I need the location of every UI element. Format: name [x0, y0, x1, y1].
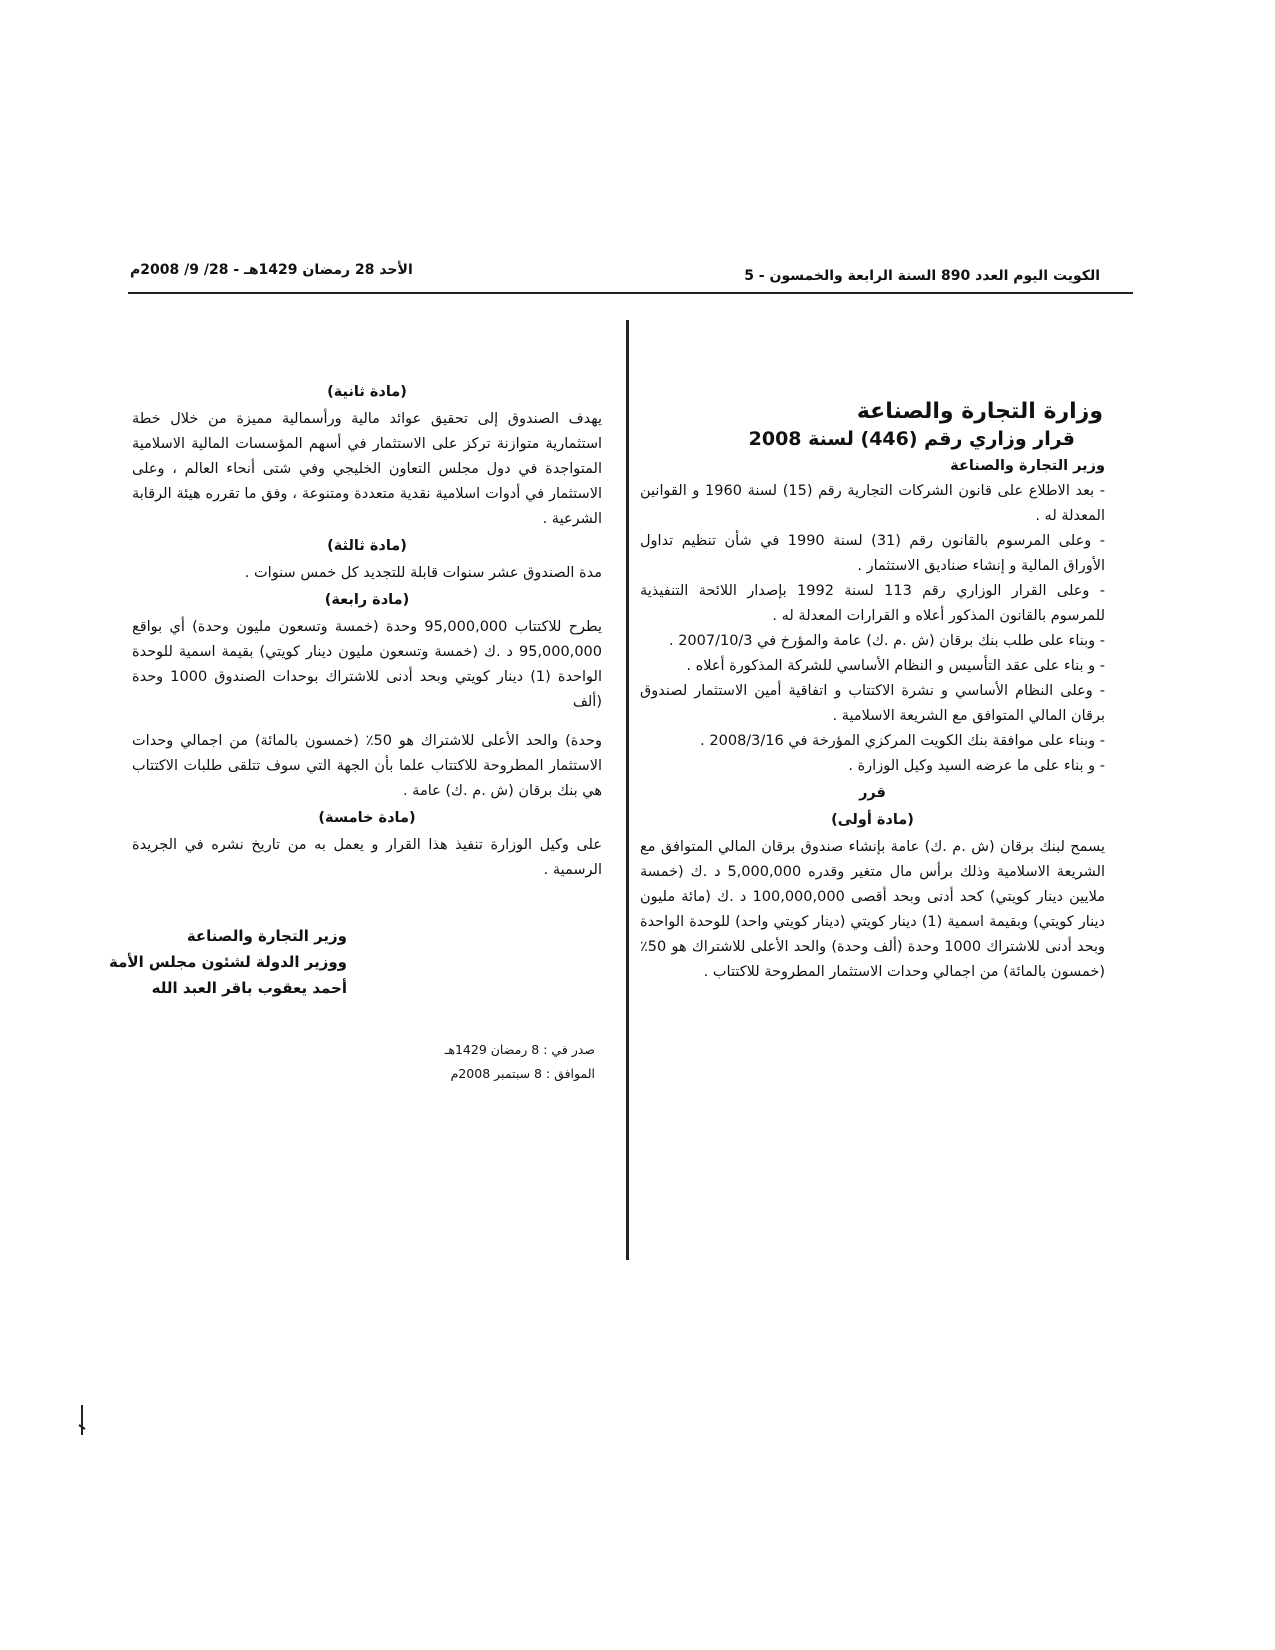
article-3-heading: (مادة ثالثة)	[327, 538, 407, 554]
preamble-item: - وعلى القرار الوزاري رقم 113 لسنة 1992 بإصدار اللائحة التنفيذية للمرسوم بالقانون المذكور أعلاه و القرارات المعدلة له .	[640, 583, 1105, 624]
signature-line-1: وزير التجارة والصناعة	[186, 927, 347, 945]
preamble-item: - وعلى النظام الأساسي و نشرة الاكتتاب و اتفاقية أمين الاستثمار لصندوق برقان المالي المتوافق مع الشريعة الاسلامية .	[640, 683, 1105, 724]
issued-gregorian: الموافق : 8 سبتمبر 2008م	[450, 1066, 595, 1081]
header-issue-info: الكويت اليوم العدد 890 السنة الرابعة والخمسون - 5	[744, 268, 1100, 284]
preamble-item: - و بناء على ما عرضه السيد وكيل الوزارة .	[848, 758, 1105, 774]
right-column	[640, 398, 1105, 985]
signature-block	[109, 923, 347, 1001]
header-rule	[128, 292, 1133, 294]
preamble-item: - وبناء على موافقة بنك الكويت المركزي المؤرخة في 2008/3/16 .	[700, 733, 1105, 749]
preamble-item: - وعلى المرسوم بالقانون رقم (31) لسنة 1990 في شأن تنظيم تداول الأوراق المالية و إنشاء صناديق الاستثمار .	[640, 533, 1105, 574]
minister-line: وزير التجارة والصناعة	[950, 458, 1105, 474]
preamble-item: - بعد الاطلاع على قانون الشركات التجارية رقم (15) لسنة 1960 و القوانين المعدلة له .	[640, 483, 1105, 524]
article-4-heading: (مادة رابعة)	[324, 592, 410, 608]
signature-name: أحمد يعقوب باقر العبد الله	[151, 979, 347, 997]
ministry-title: وزارة التجارة والصناعة	[856, 399, 1103, 424]
article-2-heading: (مادة ثانية)	[327, 384, 407, 400]
issued-hijri: صدر في : 8 رمضان 1429هـ	[444, 1042, 595, 1057]
header-date: الأحد 28 رمضان 1429هـ - 28/ 9/ 2008م	[130, 262, 413, 278]
left-column	[109, 378, 602, 1001]
article-4-text-part1: يطرح للاكتتاب 95,000,000 وحدة (خمسة وتسعون مليون وحدة) أي بواقع 95,000,000 د .ك (خمسة وتسعون مليون دينار كويتي) بقيمة اسمية للوحدة الواحدة (1) دينار كويتي وبحد أدنى للاشتراك بوحدات الصندوق 1000 وحدة (ألف	[132, 619, 602, 710]
article-4-text-part2: وحدة) والحد الأعلى للاشتراك هو 50٪ (خمسون بالمائة) من اجمالي وحدات الاستثمار المطروحة للاكتتاب علما بأن الجهة التي سوف تتلقى طلبات الاكتتاب هي بنك برقان (ش .م .ك) عامة .	[132, 733, 602, 799]
decree-title: قرار وزاري رقم (446) لسنة 2008	[748, 428, 1075, 450]
article-1-heading: (مادة أولى)	[831, 812, 914, 828]
article-1-text: يسمح لبنك برقان (ش .م .ك) عامة بإنشاء صندوق برقان المالي المتوافق مع الشريعة الاسلامية وذلك برأس مال متغير وقدره 5,000,000 د .ك (خمسة ملايين دينار كويتي) كحد أدنى وبحد أقصى 100,000,000 د .ك (مائة مليون دينار كويتي) وبقيمة اسمية (1) دينار كويتي (دينار كويتي واحد) للوحدة الواحدة وبحد أدنى للاشتراك 1000 وحدة (ألف وحدة) والحد الأعلى للاشتراك هو 50٪ (خمسون بالمائة) من اجمالي وحدات الاستثمار المطروحة للاكتتاب .	[640, 839, 1106, 980]
article-3-text: مدة الصندوق عشر سنوات قابلة للتجديد كل خمس سنوات .	[244, 565, 602, 581]
issued-date-block	[430, 1038, 595, 1086]
article-2-text: يهدف الصندوق إلى تحقيق عوائد مالية ورأسمالية مميزة من خلال خطة استثمارية متوازنة تركز على الاستثمار في أسهم المؤسسات المالية الاسلامية المتواجدة في دول مجلس التعاون الخليجي وفي شتى أنحاء العالم ، وعلى الاستثمار في أدوات اسلامية نقدية متعددة ومتنوعة ، وفق ما تقرره هيئة الرقابة الشرعية .	[132, 411, 602, 527]
decided-heading: قرر	[859, 785, 886, 801]
preamble-item: - وبناء على طلب بنك برقان (ش .م .ك) عامة والمؤرخ في 2007/10/3 .	[668, 633, 1105, 649]
article-5-heading: (مادة خامسة)	[318, 810, 416, 826]
column-divider	[626, 320, 629, 1260]
signature-line-2: ووزير الدولة لشئون مجلس الأمة	[109, 953, 347, 971]
article-5-text: على وكيل الوزارة تنفيذ هذا القرار و يعمل به من تاريخ نشره في الجريدة الرسمية .	[132, 837, 602, 878]
margin-mark	[78, 1405, 86, 1435]
preamble-item: - و بناء على عقد التأسيس و النظام الأساسي للشركة المذكورة أعلاه .	[686, 658, 1105, 674]
